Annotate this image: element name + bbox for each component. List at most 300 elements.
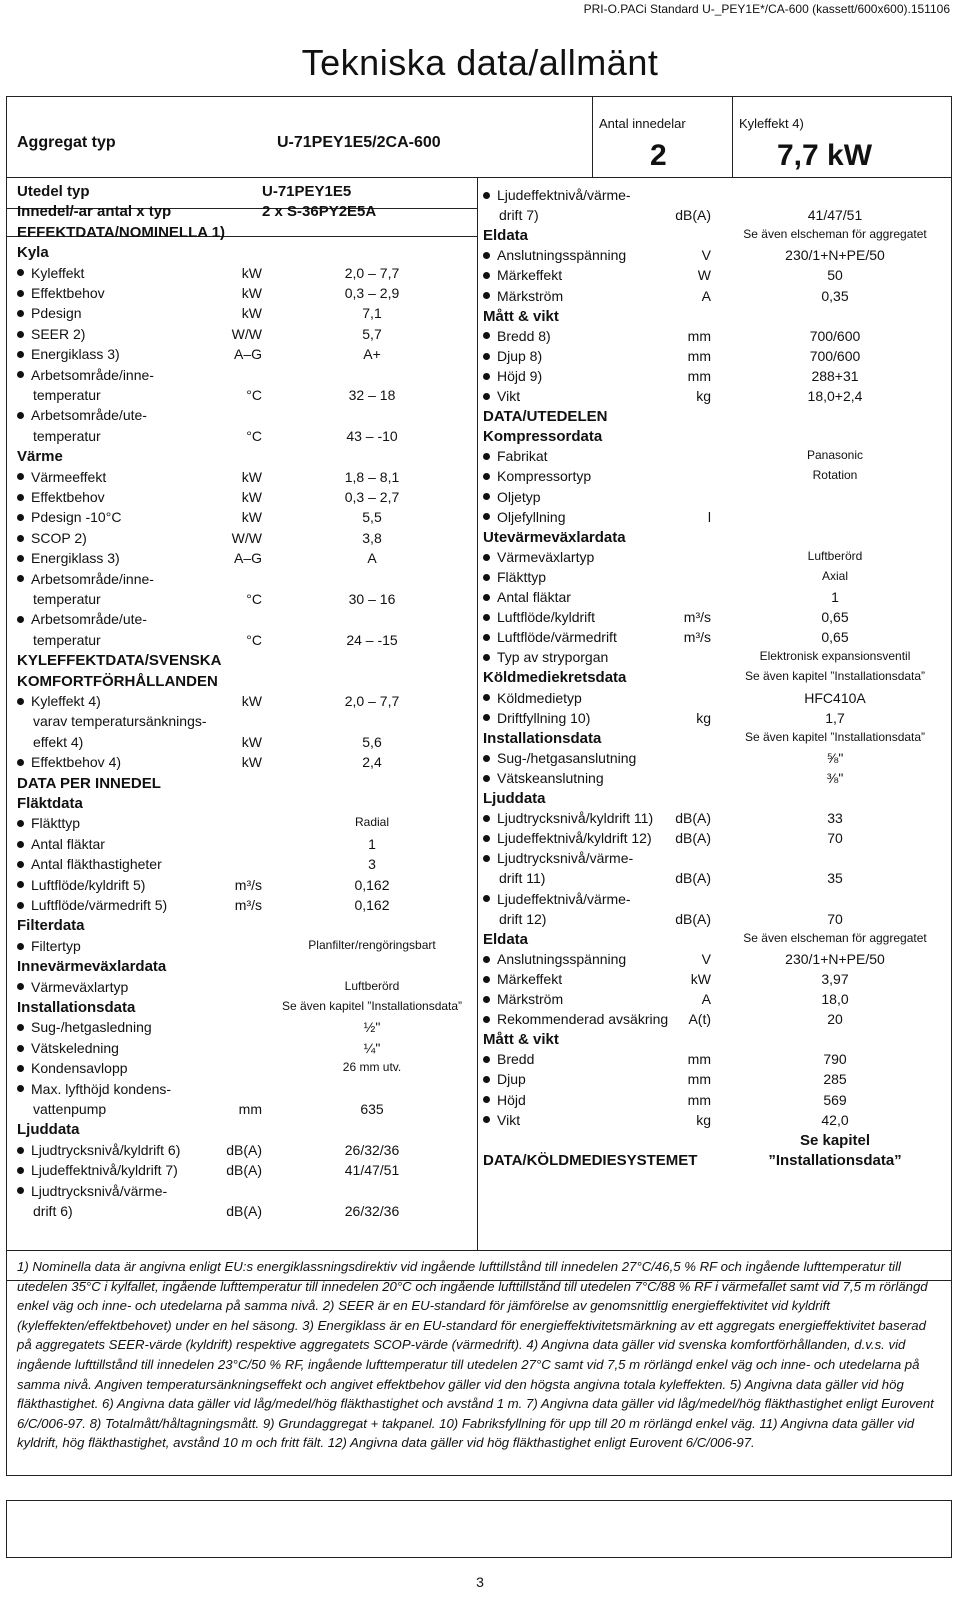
spec-unit: °C [246, 631, 262, 648]
spec-row [17, 285, 472, 305]
spec-label: Höjd [483, 1092, 526, 1108]
spec-row [17, 265, 472, 285]
spec-unit: m³/s [683, 629, 711, 646]
spec-value: ⅝" [826, 749, 844, 766]
spec-label: drift 6) [33, 1203, 73, 1219]
spec-unit: kW [241, 693, 262, 709]
spec-value: 790 [823, 1051, 847, 1068]
spec-value: 2 x S-36PY2E5A [262, 203, 377, 221]
spec-row [483, 770, 949, 790]
spec-unit: kW [241, 285, 262, 301]
spec-value: 1,7 [825, 709, 845, 726]
spec-row [483, 669, 949, 689]
spec-label: DATA PER INNEDEL [17, 774, 161, 792]
spec-unit: kW [241, 305, 262, 322]
spec-row [483, 247, 949, 267]
spec-value: 35 [827, 870, 843, 887]
spec-unit: A [701, 287, 711, 304]
spec-unit: A(t) [688, 1011, 711, 1028]
spec-label: Sug-/hetgasanslutning [483, 750, 636, 766]
spec-row [483, 428, 949, 448]
spec-unit: dB(A) [675, 810, 711, 827]
spec-value: 20 [827, 1011, 843, 1028]
spec-table-frame [6, 96, 952, 1281]
spec-row [483, 388, 949, 408]
spec-label: Innevärmeväxlardata [17, 958, 167, 976]
spec-label: Fläkttyp [483, 569, 546, 585]
spec-row [17, 326, 472, 346]
spec-row [17, 489, 472, 509]
spec-value: ¼" [363, 1039, 381, 1056]
kyleffekt-label: Kyleffekt 4) [739, 116, 804, 131]
spec-unit: mm [687, 1091, 711, 1108]
spec-row [17, 734, 472, 754]
spec-unit: mm [687, 327, 711, 344]
spec-row [17, 407, 472, 427]
spec-label: DATA/KÖLDMEDIESYSTEMET [483, 1151, 698, 1169]
spec-row [17, 938, 472, 958]
spec-row [17, 469, 472, 489]
spec-row [17, 183, 472, 203]
spec-row [483, 308, 949, 328]
spec-label: Kyla [17, 244, 49, 262]
spec-row [17, 1203, 472, 1223]
spec-unit: kW [241, 733, 262, 750]
spec-value: 569 [823, 1091, 847, 1108]
spec-label: Effektbehov 4) [17, 754, 121, 770]
spec-value: Panasonic [806, 448, 864, 463]
spec-row [483, 931, 949, 951]
spec-unit: °C [246, 387, 262, 403]
spec-label: Ljuddata [483, 790, 546, 807]
spec-label: Kyleffekt [17, 265, 84, 281]
spec-value: Rotation [812, 468, 858, 483]
spec-label: Värmeväxlartyp [17, 979, 128, 995]
spec-label: Utedel typ [17, 183, 90, 200]
spec-label: Märkström [483, 991, 563, 1007]
spec-unit: A–G [233, 346, 262, 363]
spec-label: Vikt [483, 388, 520, 404]
spec-value: 18,0+2,4 [807, 388, 863, 404]
spec-unit: mm [687, 367, 711, 384]
spec-row [483, 1132, 949, 1152]
spec-label: Effektbehov [17, 489, 105, 505]
spec-row [483, 710, 949, 730]
spec-label: SEER 2) [17, 326, 85, 342]
spec-unit: mm [687, 1051, 711, 1068]
spec-unit: mm [238, 1101, 262, 1117]
spec-value: Planfilter/rengöringsbart [308, 937, 436, 952]
document-reference: PRI-O.PACi Standard U-_PEY1E*/CA-600 (kassett/600x600).151106 [583, 2, 950, 16]
spec-row [17, 571, 472, 591]
spec-value: 5,5 [362, 509, 382, 526]
spec-label: Köldmediekretsdata [483, 669, 627, 687]
spec-row [17, 1040, 472, 1060]
aggregat-type-value: U-71PEY1E5/2CA-600 [277, 134, 441, 151]
spec-row [17, 1121, 472, 1141]
spec-label: Sug-/hetgasledning [17, 1019, 152, 1035]
spec-label: Höjd 9) [483, 368, 542, 384]
spec-label: Fläktdata [17, 795, 83, 812]
spec-value: 285 [823, 1071, 847, 1088]
spec-row [483, 1031, 949, 1051]
spec-label: Vikt [483, 1112, 520, 1128]
spec-label: Mått & vikt [483, 307, 559, 325]
spec-unit: l [707, 508, 711, 525]
spec-unit: A [701, 991, 711, 1007]
spec-value: HFC410A [804, 689, 866, 706]
spec-label: Ljudeffektnivå/värme- [483, 891, 631, 907]
spec-value: 50 [827, 267, 843, 284]
spec-row [483, 649, 949, 669]
spec-row [483, 629, 949, 649]
spec-label: drift 12) [499, 910, 547, 927]
spec-label: Kondensavlopp [17, 1060, 128, 1076]
spec-label: DATA/UTEDELEN [483, 408, 608, 426]
spec-row [17, 999, 472, 1019]
spec-row [17, 1101, 472, 1121]
antal-innedelar-value: 2 [650, 139, 667, 172]
spec-label: varav temperatursänknings- [33, 713, 207, 730]
spec-label: Oljefyllning [483, 509, 565, 525]
spec-row [483, 569, 949, 589]
spec-row [17, 387, 472, 407]
spec-label: Arbetsområde/inne- [17, 571, 154, 587]
spec-label: Mått & vikt [483, 1031, 559, 1049]
spec-value: A [367, 550, 377, 567]
spec-row [17, 448, 472, 468]
spec-label: Märkeffekt [483, 267, 562, 283]
spec-unit: dB(A) [226, 1162, 262, 1179]
spec-unit: °C [246, 427, 262, 444]
spec-label: temperatur [33, 631, 101, 648]
spec-label: drift 7) [499, 207, 539, 224]
spec-row [483, 1051, 949, 1071]
spec-value: 1 [831, 589, 839, 605]
spec-label: Kompressordata [483, 428, 603, 446]
spec-row [17, 1183, 472, 1203]
spec-value: Se även kapitel ”Installationsdata” [281, 999, 463, 1013]
spec-value: 288+31 [811, 367, 859, 384]
divider [732, 97, 733, 177]
spec-value: Luftberörd [807, 548, 863, 563]
spec-row [483, 468, 949, 488]
spec-unit: kW [241, 264, 262, 281]
spec-value: 700/600 [809, 327, 861, 344]
spec-row [483, 589, 949, 609]
spec-label: Antal fläkthastigheter [17, 856, 162, 872]
spec-row [483, 267, 949, 287]
spec-row [483, 187, 949, 207]
spec-value: 26 mm utv. [342, 1060, 402, 1075]
spec-label: Anslutningsspänning [483, 951, 626, 967]
spec-value: 0,162 [354, 876, 390, 893]
spec-value: Se även elscheman för aggregatet [743, 930, 927, 945]
spec-unit: kW [241, 509, 262, 526]
spec-label: Antal fläktar [17, 836, 105, 852]
spec-row [17, 1162, 472, 1182]
spec-value: 0,3 – 2,9 [344, 285, 400, 301]
page-number: 3 [476, 1574, 484, 1590]
spec-row [17, 917, 472, 937]
spec-row [483, 730, 949, 750]
spec-unit: kW [241, 489, 262, 505]
spec-label: Luftflöde/värmedrift [483, 629, 617, 645]
spec-unit: dB(A) [675, 830, 711, 847]
spec-label: Ljudeffektnivå/kyldrift 12) [483, 830, 652, 846]
spec-label: Arbetsområde/ute- [17, 407, 147, 423]
spec-label: Pdesign [17, 305, 82, 321]
spec-row [483, 207, 949, 227]
spec-row [483, 529, 949, 549]
empty-note-box [6, 1500, 952, 1558]
spec-row [483, 790, 949, 810]
spec-value: 0,3 – 2,7 [344, 489, 400, 505]
spec-label: KOMFORTFÖRHÅLLANDEN [17, 672, 218, 690]
spec-row [483, 368, 949, 388]
spec-row [17, 1142, 472, 1162]
spec-value: 26/32/36 [344, 1203, 400, 1219]
spec-label: Kyleffekt 4) [17, 693, 101, 709]
spec-value: ”Installationsdata” [768, 1151, 902, 1169]
spec-label: Filtertyp [17, 938, 81, 954]
spec-label: Typ av stryporgan [483, 649, 608, 665]
spec-row [17, 815, 472, 835]
spec-unit: kW [690, 970, 711, 987]
spec-row [17, 836, 472, 856]
spec-value: 2,0 – 7,7 [344, 264, 400, 281]
spec-row [17, 856, 472, 876]
spec-label: temperatur [33, 427, 101, 444]
spec-label: Arbetsområde/ute- [17, 611, 147, 627]
spec-unit: W [697, 267, 711, 284]
spec-value: Axial [821, 568, 848, 583]
spec-row [17, 754, 472, 774]
spec-value: 24 – -15 [346, 631, 398, 648]
spec-row [483, 951, 949, 971]
spec-row [17, 346, 472, 366]
footnotes: 1) Nominella data är angivna enligt EU:s energiklassningsdirektiv vid ingående lufttillstånd till innedelen 27°C/46,5 % RF och ingående lufttemperatur till utedelen 35°C i kylfallet, ingående lufttemperatur till innedelen 20°C och ingående lufttillstånd till utedelen 7°C/88 % RF i värmefallet samt vid 7,5 m rörlängd enkel väg och inne- och utedelarna på samma nivå. 2) SEER är en EU-standard för jämförelse av genomsnittlig energieffektivitet vid kyldrift (kyleffekten/effektbehovet) under en hel säsong. 3) Energiklass är en EU-standard för energieffektivitetsmärkning av ett aggregats energieffektivitet baserad på aggregatets SEER-värde (kyldrift) respektive aggregatets SCOP-värde (värmedrift). 4) Angivna data gäller vid svenska komfortförhållanden, d.v.s. vid ingående lufttillstånd till innedelen 23°C/50 % RF, ingående lufttemperatur till utedelen 27°C samt vid 7,5 m rörlängd enkel väg och inne- och utedelarna på samma nivå. Angiven temperatursänkningseffekt och angivet effektbehov gäller vid den högsta angivna totala kyleffekten. 5) Angivna data gäller vid hög fläkthastighet. 6) Angivna data gäller vid låg/medel/hög fläkthastighet och avstånd 1 m. 7) Angivna data gäller vid låg/medel/hög fläkthastighet enligt Eurovent 6/C/006-97. 8) Totalmått/håltagningsmått. 9) Grundaggregat + takpanel. 10) Fabriksfyllning för upp till 20 m rörlängd enkel väg. 11) Angivna data gäller vid kyldrift, hög fläkthastighet, avstånd 10 m och fritt fält. 12) Angivna data gäller vid hög fläkthastighet enligt Eurovent 6/C/006-97. [6, 1250, 952, 1476]
spec-label: Energiklass 3) [17, 346, 120, 362]
spec-value: 0,65 [821, 609, 849, 626]
spec-row [483, 1071, 949, 1091]
spec-label: Märkström [483, 288, 563, 304]
antal-innedelar-label: Antal innedelar [599, 116, 686, 131]
kyleffekt-value: 7,7 kW [777, 139, 873, 172]
spec-label: Oljetyp [483, 489, 541, 505]
spec-label: Värme [17, 448, 63, 466]
spec-row [483, 328, 949, 348]
spec-value: 7,1 [362, 305, 382, 322]
spec-value: 1 [368, 835, 376, 852]
spec-row [483, 1092, 949, 1112]
spec-row [483, 991, 949, 1011]
spec-label: Ljudtrycksnivå/kyldrift 6) [17, 1142, 180, 1158]
spec-row [483, 489, 949, 509]
spec-row [17, 305, 472, 325]
spec-row [17, 795, 472, 815]
spec-unit: V [701, 247, 711, 264]
spec-value: 43 – -10 [346, 427, 398, 444]
spec-label: Luftflöde/kyldrift [483, 609, 595, 625]
spec-label: Pdesign -10°C [17, 509, 121, 525]
spec-value: 41/47/51 [344, 1162, 400, 1179]
spec-row [17, 775, 472, 795]
spec-value: Luftberörd [344, 978, 400, 993]
spec-row [17, 877, 472, 897]
spec-row [483, 891, 949, 911]
spec-unit: m³/s [234, 876, 262, 893]
spec-value: 0,162 [354, 897, 390, 913]
spec-label: Installationsdata [483, 729, 602, 747]
spec-value: 3,97 [821, 970, 849, 987]
spec-value: 1,8 – 8,1 [344, 468, 400, 485]
spec-row [483, 690, 949, 710]
spec-row [17, 367, 472, 387]
spec-label: Ljudeffektnivå/kyldrift 7) [17, 1162, 178, 1178]
spec-value: Se även elscheman för aggregatet [743, 227, 927, 242]
spec-label: Arbetsområde/inne- [17, 367, 154, 383]
spec-row [483, 971, 949, 991]
spec-unit: dB(A) [675, 870, 711, 887]
spec-row [17, 632, 472, 652]
spec-row [483, 850, 949, 870]
spec-value: Se även kapitel ”Installationsdata” [744, 669, 926, 684]
spec-row [483, 408, 949, 428]
aggregat-type-label: Aggregat typ [17, 134, 116, 151]
spec-value: Se kapitel [799, 1131, 871, 1149]
spec-label: Filterdata [17, 917, 85, 935]
spec-unit: dB(A) [675, 207, 711, 224]
spec-value: 230/1+N+PE/50 [785, 950, 885, 967]
spec-label: Luftflöde/kyldrift 5) [17, 877, 145, 893]
spec-label: Fabrikat [483, 448, 548, 464]
spec-value: 26/32/36 [344, 1141, 400, 1158]
spec-label: vattenpump [33, 1101, 107, 1117]
spec-row [17, 979, 472, 999]
spec-label: Installationsdata [17, 999, 136, 1016]
spec-value: Radial [354, 815, 390, 830]
spec-row [17, 673, 472, 693]
spec-row [483, 911, 949, 931]
spec-label: Bredd 8) [483, 328, 551, 344]
spec-label: Värmeväxlartyp [483, 549, 594, 565]
spec-row [483, 870, 949, 890]
spec-row [483, 810, 949, 830]
spec-label: SCOP 2) [17, 530, 87, 546]
spec-label: effekt 4) [33, 733, 84, 750]
spec-row [483, 227, 949, 247]
spec-unit: V [701, 950, 711, 967]
divider [7, 177, 951, 178]
spec-row [17, 652, 472, 672]
spec-value: A+ [363, 346, 381, 363]
spec-label: Ljudtrycksnivå/kyldrift 11) [483, 810, 653, 826]
spec-label: Vätskeledning [17, 1040, 119, 1056]
spec-value: 0,35 [821, 287, 849, 304]
spec-value: U-71PEY1E5 [262, 183, 352, 200]
spec-label: Ljudtrycksnivå/värme- [483, 850, 633, 866]
spec-unit: W/W [231, 529, 262, 546]
spec-value: ⅜" [826, 769, 844, 786]
spec-label: Eldata [483, 227, 529, 245]
spec-unit: kW [241, 468, 262, 485]
spec-row [17, 713, 472, 733]
spec-label: Vätskeanslutning [483, 770, 604, 786]
spec-value: 70 [827, 830, 843, 847]
spec-value: ½" [363, 1019, 381, 1036]
spec-value: 3,8 [362, 529, 382, 546]
spec-value: Elektronisk expansionsventil [759, 649, 911, 664]
spec-value: 2,0 – 7,7 [344, 693, 400, 709]
spec-label: Rekommenderad avsäkring [483, 1011, 668, 1027]
spec-value: 42,0 [821, 1111, 849, 1128]
spec-label: Ljudtrycksnivå/värme- [17, 1183, 167, 1199]
spec-unit: kg [696, 1111, 711, 1128]
spec-row [483, 348, 949, 368]
spec-row [483, 549, 949, 569]
spec-row [483, 1152, 949, 1172]
spec-unit: °C [246, 591, 262, 607]
spec-label: Effektbehov [17, 285, 105, 301]
spec-row [17, 550, 472, 570]
spec-label: Fläkttyp [17, 815, 80, 831]
spec-value: 70 [827, 910, 843, 927]
spec-value: 33 [827, 810, 843, 827]
spec-value: 2,4 [362, 754, 382, 771]
spec-row [17, 509, 472, 529]
spec-value: 3 [368, 856, 376, 873]
spec-label: Ljudeffektnivå/värme- [483, 187, 631, 203]
spec-row [17, 1060, 472, 1080]
page-title: Tekniska data/allmänt [301, 42, 659, 83]
spec-value: 30 – 16 [348, 591, 396, 607]
spec-value: 32 – 18 [348, 387, 396, 403]
spec-label: Värmeeffekt [17, 469, 106, 485]
spec-value: 41/47/51 [807, 207, 863, 224]
spec-value: 0,65 [821, 629, 849, 646]
spec-unit: m³/s [683, 609, 711, 626]
spec-label: Köldmedietyp [483, 690, 582, 706]
spec-row [483, 1011, 949, 1031]
spec-label: Max. lyfthöjd kondens- [17, 1081, 171, 1097]
spec-row [17, 203, 472, 223]
spec-unit: m³/s [234, 897, 262, 913]
spec-label: Anslutningsspänning [483, 247, 626, 263]
spec-row [17, 1081, 472, 1101]
spec-value: 635 [360, 1101, 384, 1117]
spec-unit: kg [696, 709, 711, 726]
spec-label: Bredd [483, 1051, 534, 1067]
spec-value: 5,6 [362, 733, 382, 750]
spec-label: Utevärmeväxlardata [483, 528, 626, 546]
spec-unit: kW [241, 754, 262, 771]
spec-label: KYLEFFEKTDATA/SVENSKA [17, 652, 222, 670]
spec-row [483, 750, 949, 770]
spec-value: Se även kapitel ”Installationsdata” [744, 729, 926, 744]
spec-unit: W/W [231, 325, 262, 342]
spec-row [17, 897, 472, 917]
spec-row [17, 224, 472, 244]
spec-label: Djup 8) [483, 348, 542, 364]
spec-value: 230/1+N+PE/50 [785, 247, 885, 264]
spec-row [17, 1019, 472, 1039]
spec-label: Märkeffekt [483, 971, 562, 987]
spec-row [483, 509, 949, 529]
spec-label: temperatur [33, 387, 101, 403]
spec-label: Innedel/-ar antal x typ [17, 203, 172, 221]
spec-row [17, 693, 472, 713]
